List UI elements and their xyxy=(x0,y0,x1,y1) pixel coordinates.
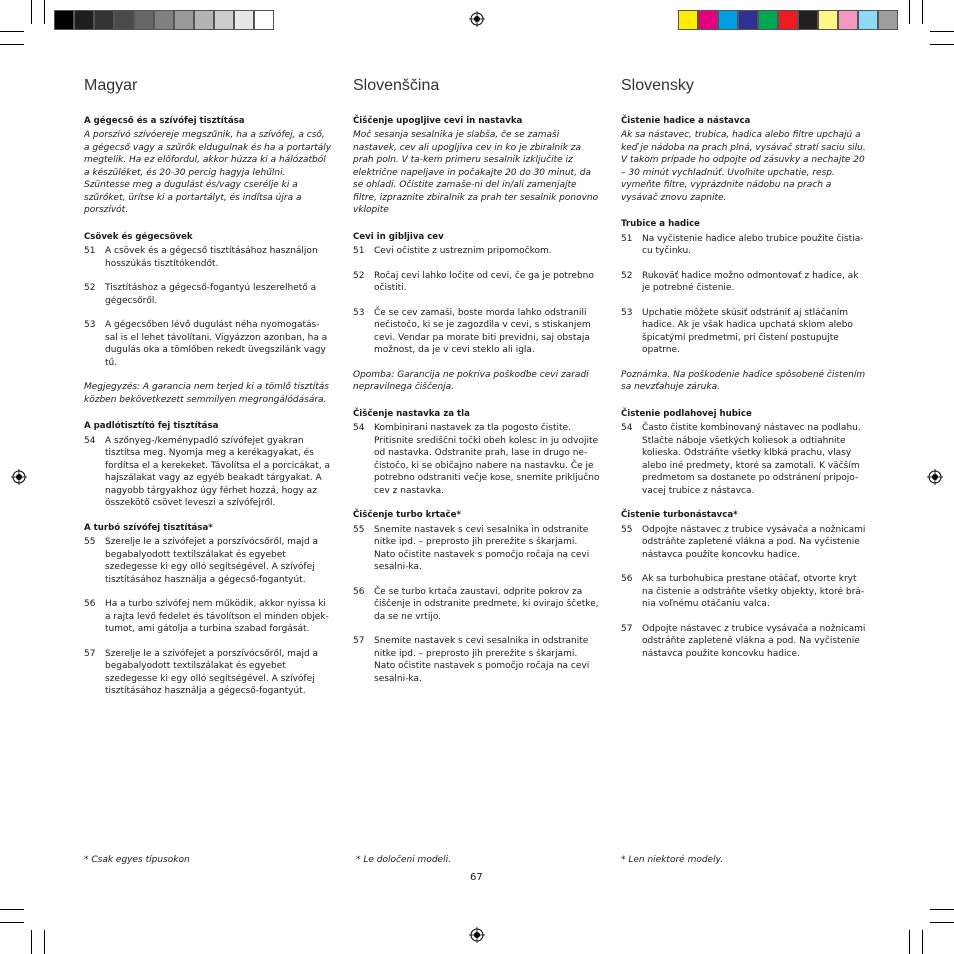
numbered-step xyxy=(84,435,332,510)
step-number: 56 xyxy=(353,586,365,597)
section-heading: Čiščenje upogljive cevi in nastavka xyxy=(353,115,523,126)
numbered-step xyxy=(353,307,601,357)
crop-mark xyxy=(909,0,910,24)
italic-note: Poznámka. Na poškodenie hadice spôsobené čistením sa nevzťahuje záruka. xyxy=(621,369,866,392)
step-number: 55 xyxy=(84,537,96,547)
step-text: Často čistite kombinovaný nástavec na podlahu. Stlačte náboje všetkých koliesok a odtiahnite kolieska. Odstráňte všetky klbká prachu, vlasy alebo iné predmety, ktoré sa zamotali. K väčším predmetom sa dostanete po odstránení pripojo-vacej trubice z nástavca. xyxy=(642,423,861,496)
step-text: Ak sa turbohubica prestane otáčať, otvorte kryt na čistenie a odstráňte všetky objekty, ktoré brá-nia voľnému otáčaniu valca. xyxy=(642,574,865,609)
numbered-step xyxy=(84,245,332,270)
section-heading: Čiščenje turbo krtače* xyxy=(353,510,461,520)
color-calibration-bar xyxy=(678,10,898,30)
numbered-step xyxy=(621,307,869,357)
section-heading: Čistenie turbonástavca* xyxy=(621,510,738,520)
numbered-step xyxy=(621,623,869,661)
step-number: 53 xyxy=(621,307,633,318)
step-number: 51 xyxy=(353,246,365,256)
step-text: Szerelje le a szívófejet a porszívócsőről, majd a begabalyodott textilszálakat és egyebet szedegesse ki egy olló segítségével. A szívófej tisztításához használja a gégecső-fogantyút. xyxy=(105,648,319,696)
step-number: 54 xyxy=(84,435,96,446)
section-heading: Čistenie hadice a nástavca xyxy=(621,115,751,126)
color-swatch xyxy=(94,10,114,30)
step-number: 52 xyxy=(84,283,96,293)
step-text: Odpojte nástavec z trubice vysávača a nožnicami odstráňte zapletené vlákna a pod. Na vyčistenie nástavca použite koncovku hadice. xyxy=(642,623,866,659)
step-number: 55 xyxy=(353,524,365,535)
step-number: 56 xyxy=(84,599,96,609)
italic-note: Moč sesanja sesalnika je slabša, če se zamaši nastavek, cev ali upogljiva cev in ko je zbiralnik za prah poln. V ta-kem primeru sesalnik izključite iz električne napeljave in počakajte 20 do 30 minut, da se ohladi. Očistite zamaše-ni del in/ali zamenjajte filtre, izpraznite zbiralnik za prah ter sesalnik ponovno vklopite xyxy=(353,130,599,215)
italic-note: Opomba: Garancija ne pokriva poškodbe cevi zaradi nepravilnega čiščenja. xyxy=(353,369,589,392)
crop-mark xyxy=(44,0,45,24)
italic-note: A porszívó szívóereje megszűnik, ha a szívófej, a cső, a gégecső vagy a szűrők eldugulnak és ha a portartály megtelik. Ha ez előfordul, akkor húzza ki a hálózatból a készüléket, és 20-30 percig hagyja lehűlni. Szüntesse meg a dugulást és/vagy cserélje ki a szűrőket, ürítse ki a portartályt, és indítsa újra a porszívót. xyxy=(84,130,332,215)
color-swatch xyxy=(818,10,838,30)
grayscale-calibration-bar xyxy=(54,10,274,30)
step-number: 51 xyxy=(84,246,96,256)
color-swatch xyxy=(134,10,154,30)
step-number: 55 xyxy=(621,524,633,535)
numbered-step xyxy=(353,422,601,497)
color-swatch xyxy=(74,10,94,30)
color-swatch xyxy=(758,10,778,30)
color-swatch xyxy=(234,10,254,30)
crop-mark xyxy=(930,44,954,45)
footnote: * Csak egyes típusokon xyxy=(84,855,190,865)
step-text: Tisztításhoz a gégecső-fogantyú leszerelhető a gégecsőről. xyxy=(105,283,317,306)
step-number: 56 xyxy=(621,574,633,584)
step-number: 51 xyxy=(621,233,633,244)
step-number: 57 xyxy=(84,648,96,659)
italic-note: Ak sa nástavec, trubica, hadica alebo filtre upchajú a keď je nádoba na prach plná, vysávač stratí saciu silu. V takom prípade ho odpojte od zásuvky a nechajte 20 – 30 minút vychladnúť. Uvoľnite upchatie, resp. vymeňte filtre, vyprázdnite nádobu na prach a vysávač znovu zapnite. xyxy=(621,130,866,203)
color-swatch xyxy=(858,10,878,30)
color-swatch xyxy=(114,10,134,30)
section-heading: Cevi in gibljiva cev xyxy=(353,231,444,242)
registration-mark-icon xyxy=(469,11,485,27)
step-text: Če se turbo krtača zaustavi, odprite pokrov za čiščenje in odstranite predmete, ki ovirajo ščetke, da se ne vrtijo. xyxy=(374,586,599,622)
numbered-step xyxy=(621,573,869,611)
step-text: Rukoväť hadice možno odmontovať z hadice, ak je potrebné čistenie. xyxy=(642,270,859,293)
page-number: 67 xyxy=(470,872,483,883)
step-number: 57 xyxy=(621,623,633,634)
color-swatch xyxy=(54,10,74,30)
color-swatch xyxy=(254,10,274,30)
numbered-step xyxy=(353,270,601,295)
crop-mark xyxy=(909,930,910,954)
step-text: Na vyčistenie hadice alebo trubice použite čistia-cu tyčinku. xyxy=(642,233,864,256)
step-text: Če se cev zamaši, boste morda lahko odstranili nečistočo, ki se je zagozdila v cevi, s stiskanjem cevi. Vendar pa morate biti previdni, saj obstaja možnost, da je v cevi steklo ali igla. xyxy=(374,307,591,355)
step-text: Snemite nastavek s cevi sesalnika in odstranite nitke ipd. – preprosto jih prerežite s škarjami. Nato očistite nastavek s pomočjo ročaja na cevi sesalni-ka. xyxy=(374,636,590,684)
footnote: * Len niektoré modely. xyxy=(621,855,724,865)
color-swatch xyxy=(838,10,858,30)
crop-mark xyxy=(31,0,32,24)
section-heading: A gégecső és a szívófej tisztítása xyxy=(84,115,245,126)
language-heading: Magyar xyxy=(84,77,138,94)
language-heading: Slovenščina xyxy=(353,77,440,94)
numbered-step xyxy=(84,536,332,586)
numbered-step xyxy=(84,282,332,307)
section-heading: Csövek és gégecsövek xyxy=(84,231,193,242)
crop-mark xyxy=(922,930,923,954)
step-text: Kombinirani nastavek za tla pogosto čistite. Pritisnite središčni točki obeh kolesc in ju odvojite od nastavka. Odstranite prah, lase in drugo ne-čistočo, ki se običajno nabere na nastavku. Če je potrebno odstraniti večje kose, snemite priključno cev z nastavka. xyxy=(374,423,600,496)
crop-mark xyxy=(922,0,923,24)
numbered-step xyxy=(621,270,869,295)
step-number: 57 xyxy=(353,636,365,646)
language-heading: Slovensky xyxy=(621,77,694,94)
color-swatch xyxy=(878,10,898,30)
numbered-step xyxy=(353,586,601,624)
section-heading: A padlótisztító fej tisztítása xyxy=(84,421,219,431)
numbered-step xyxy=(621,422,869,497)
color-swatch xyxy=(194,10,214,30)
footnote: * Le določeni modeli. xyxy=(356,855,451,865)
color-swatch xyxy=(718,10,738,30)
step-text: Ha a turbo szívófej nem működik, akkor nyissa ki a rajta levő fedelet és távolítson el minden objek-tumot, ami gátolja a turbina szabad forgását. xyxy=(105,599,329,634)
numbered-step xyxy=(353,245,601,258)
numbered-step xyxy=(84,648,332,698)
italic-note: Megjegyzés: A garancia nem terjed ki a tömlő tisztítás közben bekövetkezett semmilyen megrongálódására. xyxy=(84,382,329,405)
numbered-step xyxy=(84,319,332,369)
step-text: A szőnyeg-/keménypadló szívófejet gyakran tisztítsa meg. Nyomja meg a kerékagyakat, és fordítsa el a kerekeket. Távolítsa el a porcicákat, a hajszálakat vagy az egyéb beakadt tárgyakat. A nagyobb tárgyakhoz úgy férhet hozzá, hogy az összekötő csövet leveszi a szívófejről. xyxy=(105,435,331,508)
color-swatch xyxy=(738,10,758,30)
color-swatch xyxy=(778,10,798,30)
step-number: 52 xyxy=(621,270,633,281)
step-text: A csövek és a gégecső tisztításához használjon hosszúkás tisztítókendőt. xyxy=(105,246,318,269)
registration-mark-icon xyxy=(469,927,485,943)
color-swatch xyxy=(174,10,194,30)
color-swatch xyxy=(214,10,234,30)
color-swatch xyxy=(154,10,174,30)
step-number: 54 xyxy=(621,423,633,433)
registration-mark-icon xyxy=(11,469,27,485)
step-number: 54 xyxy=(353,423,365,433)
crop-mark xyxy=(930,909,954,910)
step-text: Snemite nastavek s cevi sesalnika in odstranite nitke ipd. – preprosto jih prerežite s škarjami. Nato očistite nastavek s pomočjo ročaja na cevi sesalni-ka. xyxy=(374,524,590,572)
section-heading: Čiščenje nastavka za tla xyxy=(353,408,470,419)
column-slovenscina xyxy=(353,77,601,697)
crop-mark xyxy=(44,930,45,954)
crop-mark xyxy=(0,31,24,32)
numbered-step xyxy=(84,598,332,636)
step-number: 53 xyxy=(84,320,96,330)
crop-mark xyxy=(0,909,24,910)
step-text: Ročaj cevi lahko ločite od cevi, če ga je potrebno očistiti. xyxy=(374,270,594,293)
section-heading: Trubice a hadice xyxy=(621,219,701,229)
step-number: 52 xyxy=(353,270,365,281)
numbered-step xyxy=(353,635,601,685)
crop-mark xyxy=(930,31,954,32)
numbered-step xyxy=(621,524,869,562)
column-slovensky xyxy=(621,77,869,672)
step-text: Szerelje le a szívófejet a porszívócsőről, majd a begabalyodott textilszálakat és egyebet szedegesse ki egy olló segítségével. A szívófej tisztításához használja a gégecső-fogantyút. xyxy=(105,537,319,585)
column-magyar xyxy=(84,77,332,710)
crop-mark xyxy=(0,922,24,923)
step-text: Odpojte nástavec z trubice vysávača a nožnicami odstráňte zapletené vlákna a pod. Na vyčistenie nástavca použite koncovku hadice. xyxy=(642,524,866,560)
registration-mark-icon xyxy=(927,469,943,485)
color-swatch xyxy=(798,10,818,30)
crop-mark xyxy=(31,930,32,954)
crop-mark xyxy=(0,44,24,45)
color-swatch xyxy=(678,10,698,30)
step-text: A gégecsőben lévő dugulást néha nyomogatás-sal is el lehet távolítani. Vigyázzon azonban, ha a dugulás oka a tömlőben rekedt üvegszilánk vagy tű. xyxy=(105,320,328,368)
crop-mark xyxy=(930,922,954,923)
step-text: Upchatie môžete skúsiť odstrániť aj stláčaním hadice. Ak je však hadica upchatá sklom alebo špicatými predmetmi, pri čistení postupujte opatrne. xyxy=(642,307,853,355)
color-swatch xyxy=(698,10,718,30)
step-number: 53 xyxy=(353,307,365,318)
section-heading: Čistenie podlahovej hubice xyxy=(621,408,752,419)
numbered-step xyxy=(621,233,869,258)
numbered-step xyxy=(353,524,601,574)
step-text: Cevi očistite z ustreznim pripomočkom. xyxy=(374,246,552,256)
section-heading: A turbó szívófej tisztítása* xyxy=(84,522,213,533)
